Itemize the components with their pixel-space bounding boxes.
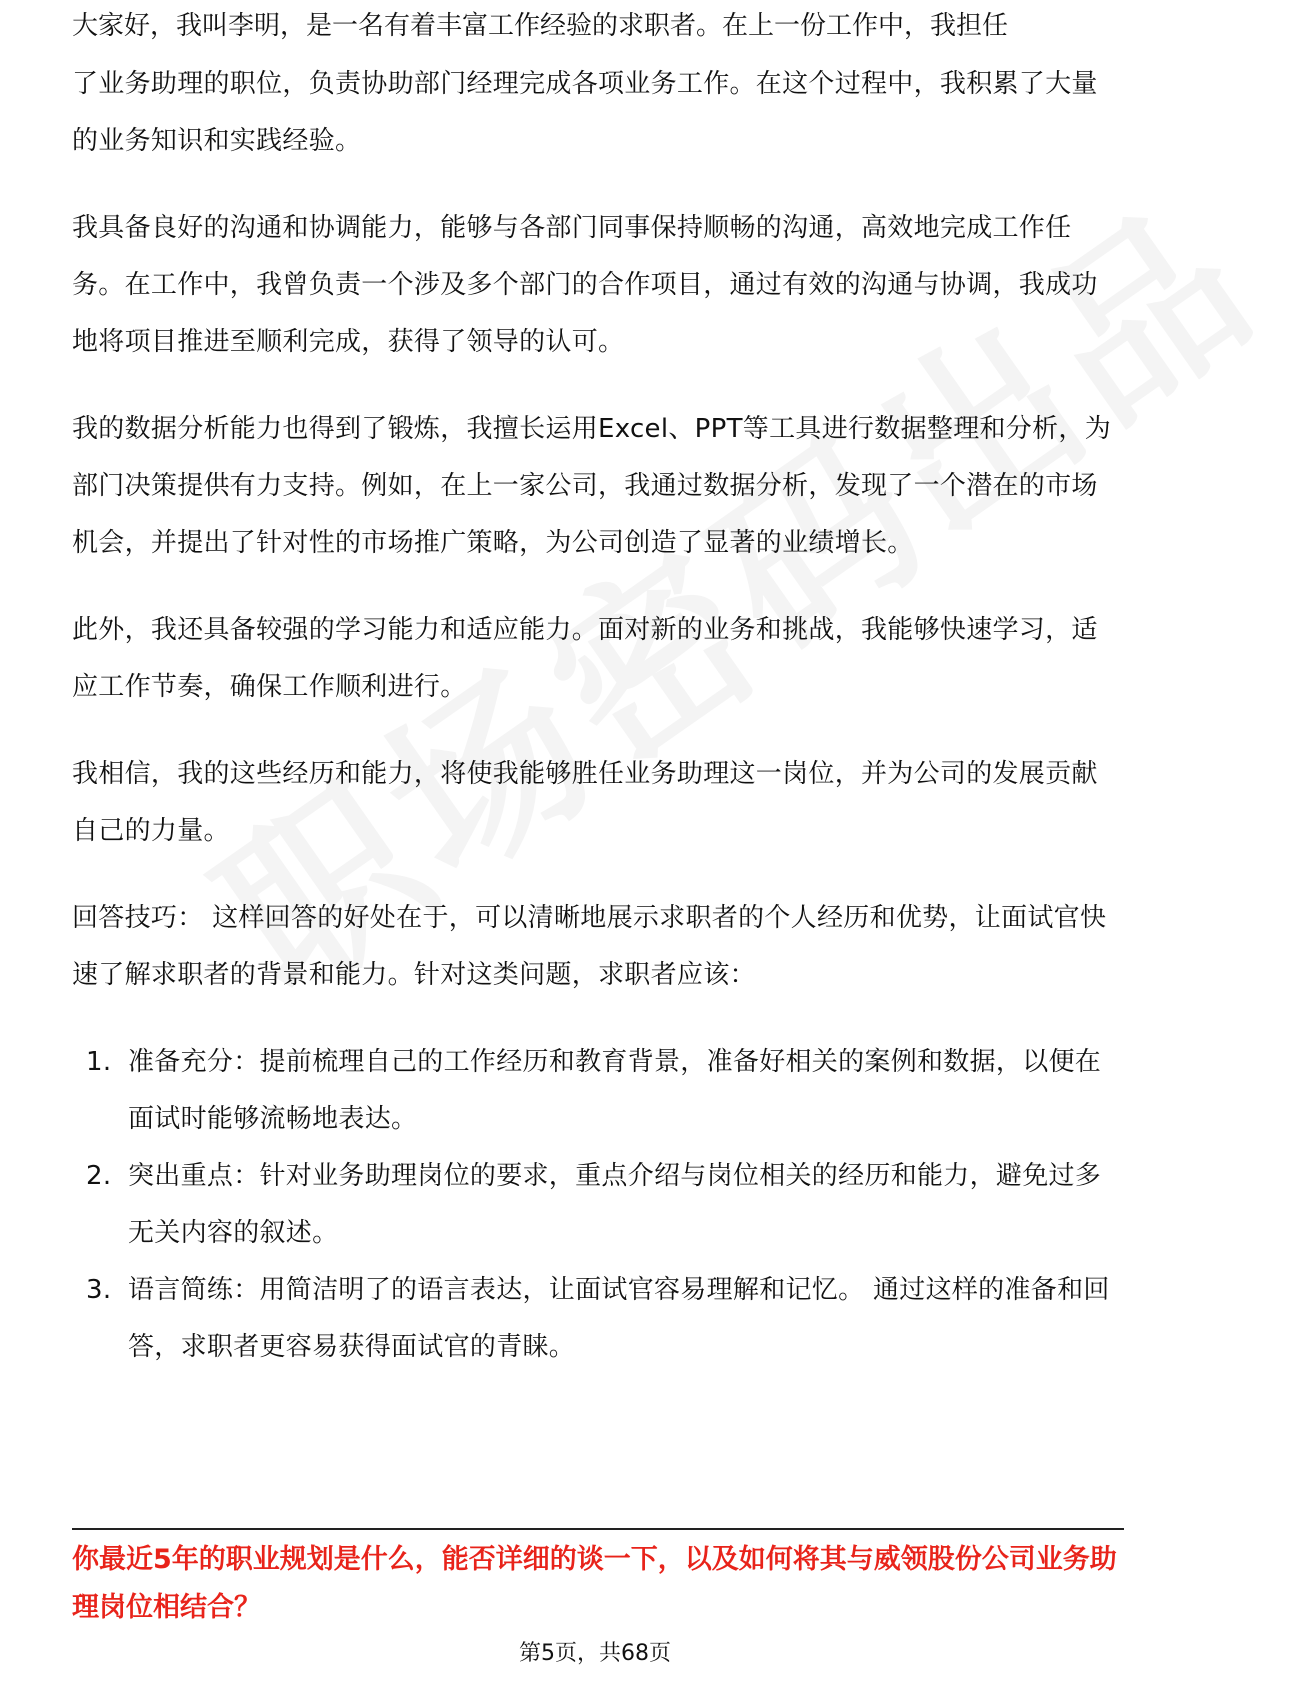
tips-list: [72, 1034, 1122, 1376]
page-content: [72, 11, 1122, 1376]
paragraph-2: 我具备良好的沟通和协调能力，能够与各部门同事保持顺畅的沟通，高效地完成工作任务。在工作中，我曾负责一个涉及多个部门的合作项目，通过有效的沟通与协调，我成功地将项目推进至顺利完成，获得了领导的认可。: [72, 213, 1098, 357]
page-number-footer: 第5页，共68页: [519, 1641, 671, 1666]
list-number: 1.: [86, 1047, 112, 1077]
list-item: [72, 1262, 1122, 1376]
next-question-heading: 你最近5年的职业规划是什么，能否详细的谈一下，以及如何将其与威领股份公司业务助理岗位相结合？: [72, 1544, 1117, 1623]
list-item: [72, 1034, 1122, 1148]
list-number: 2.: [86, 1161, 112, 1191]
list-number: 3.: [86, 1275, 112, 1305]
paragraph-3: 我的数据分析能力也得到了锻炼，我擅长运用Excel、PPT等工具进行数据整理和分析，为部门决策提供有力支持。例如，在上一家公司，我通过数据分析，发现了一个潜在的市场机会，并提出了针对性的市场推广策略，为公司创造了显著的业绩增长。: [72, 414, 1112, 558]
paragraph-5: 我相信，我的这些经历和能力，将使我能够胜任业务助理这一岗位，并为公司的发展贡献自己的力量。: [72, 759, 1098, 846]
paragraph-1-clipped: 大家好，我叫李明，是一名有着丰富工作经验的求职者。在上一份工作中，我担任: [72, 11, 1009, 41]
clipped-top-line: [72, 11, 1122, 56]
section-divider: [72, 1528, 1124, 1530]
paragraph-1: 了业务助理的职位，负责协助部门经理完成各项业务工作。在这个过程中，我积累了大量的业务知识和实践经验。: [72, 69, 1098, 156]
list-text: 准备充分：提前梳理自己的工作经历和教育背景，准备好相关的案例和数据，以便在面试时能够流畅地表达。: [128, 1047, 1102, 1134]
paragraph-4: 此外，我还具备较强的学习能力和适应能力。面对新的业务和挑战，我能够快速学习，适应工作节奏，确保工作顺利进行。: [72, 615, 1098, 702]
answer-tips-intro: 回答技巧： 这样回答的好处在于，可以清晰地展示求职者的个人经历和优势，让面试官快速了解求职者的背景和能力。针对这类问题，求职者应该：: [72, 903, 1107, 990]
list-item: [72, 1148, 1122, 1262]
list-text: 突出重点：针对业务助理岗位的要求，重点介绍与岗位相关的经历和能力，避免过多无关内容的叙述。: [128, 1161, 1102, 1248]
list-text: 语言简练：用简洁明了的语言表达，让面试官容易理解和记忆。 通过这样的准备和回答，求职者更容易获得面试官的青睐。: [128, 1275, 1110, 1362]
